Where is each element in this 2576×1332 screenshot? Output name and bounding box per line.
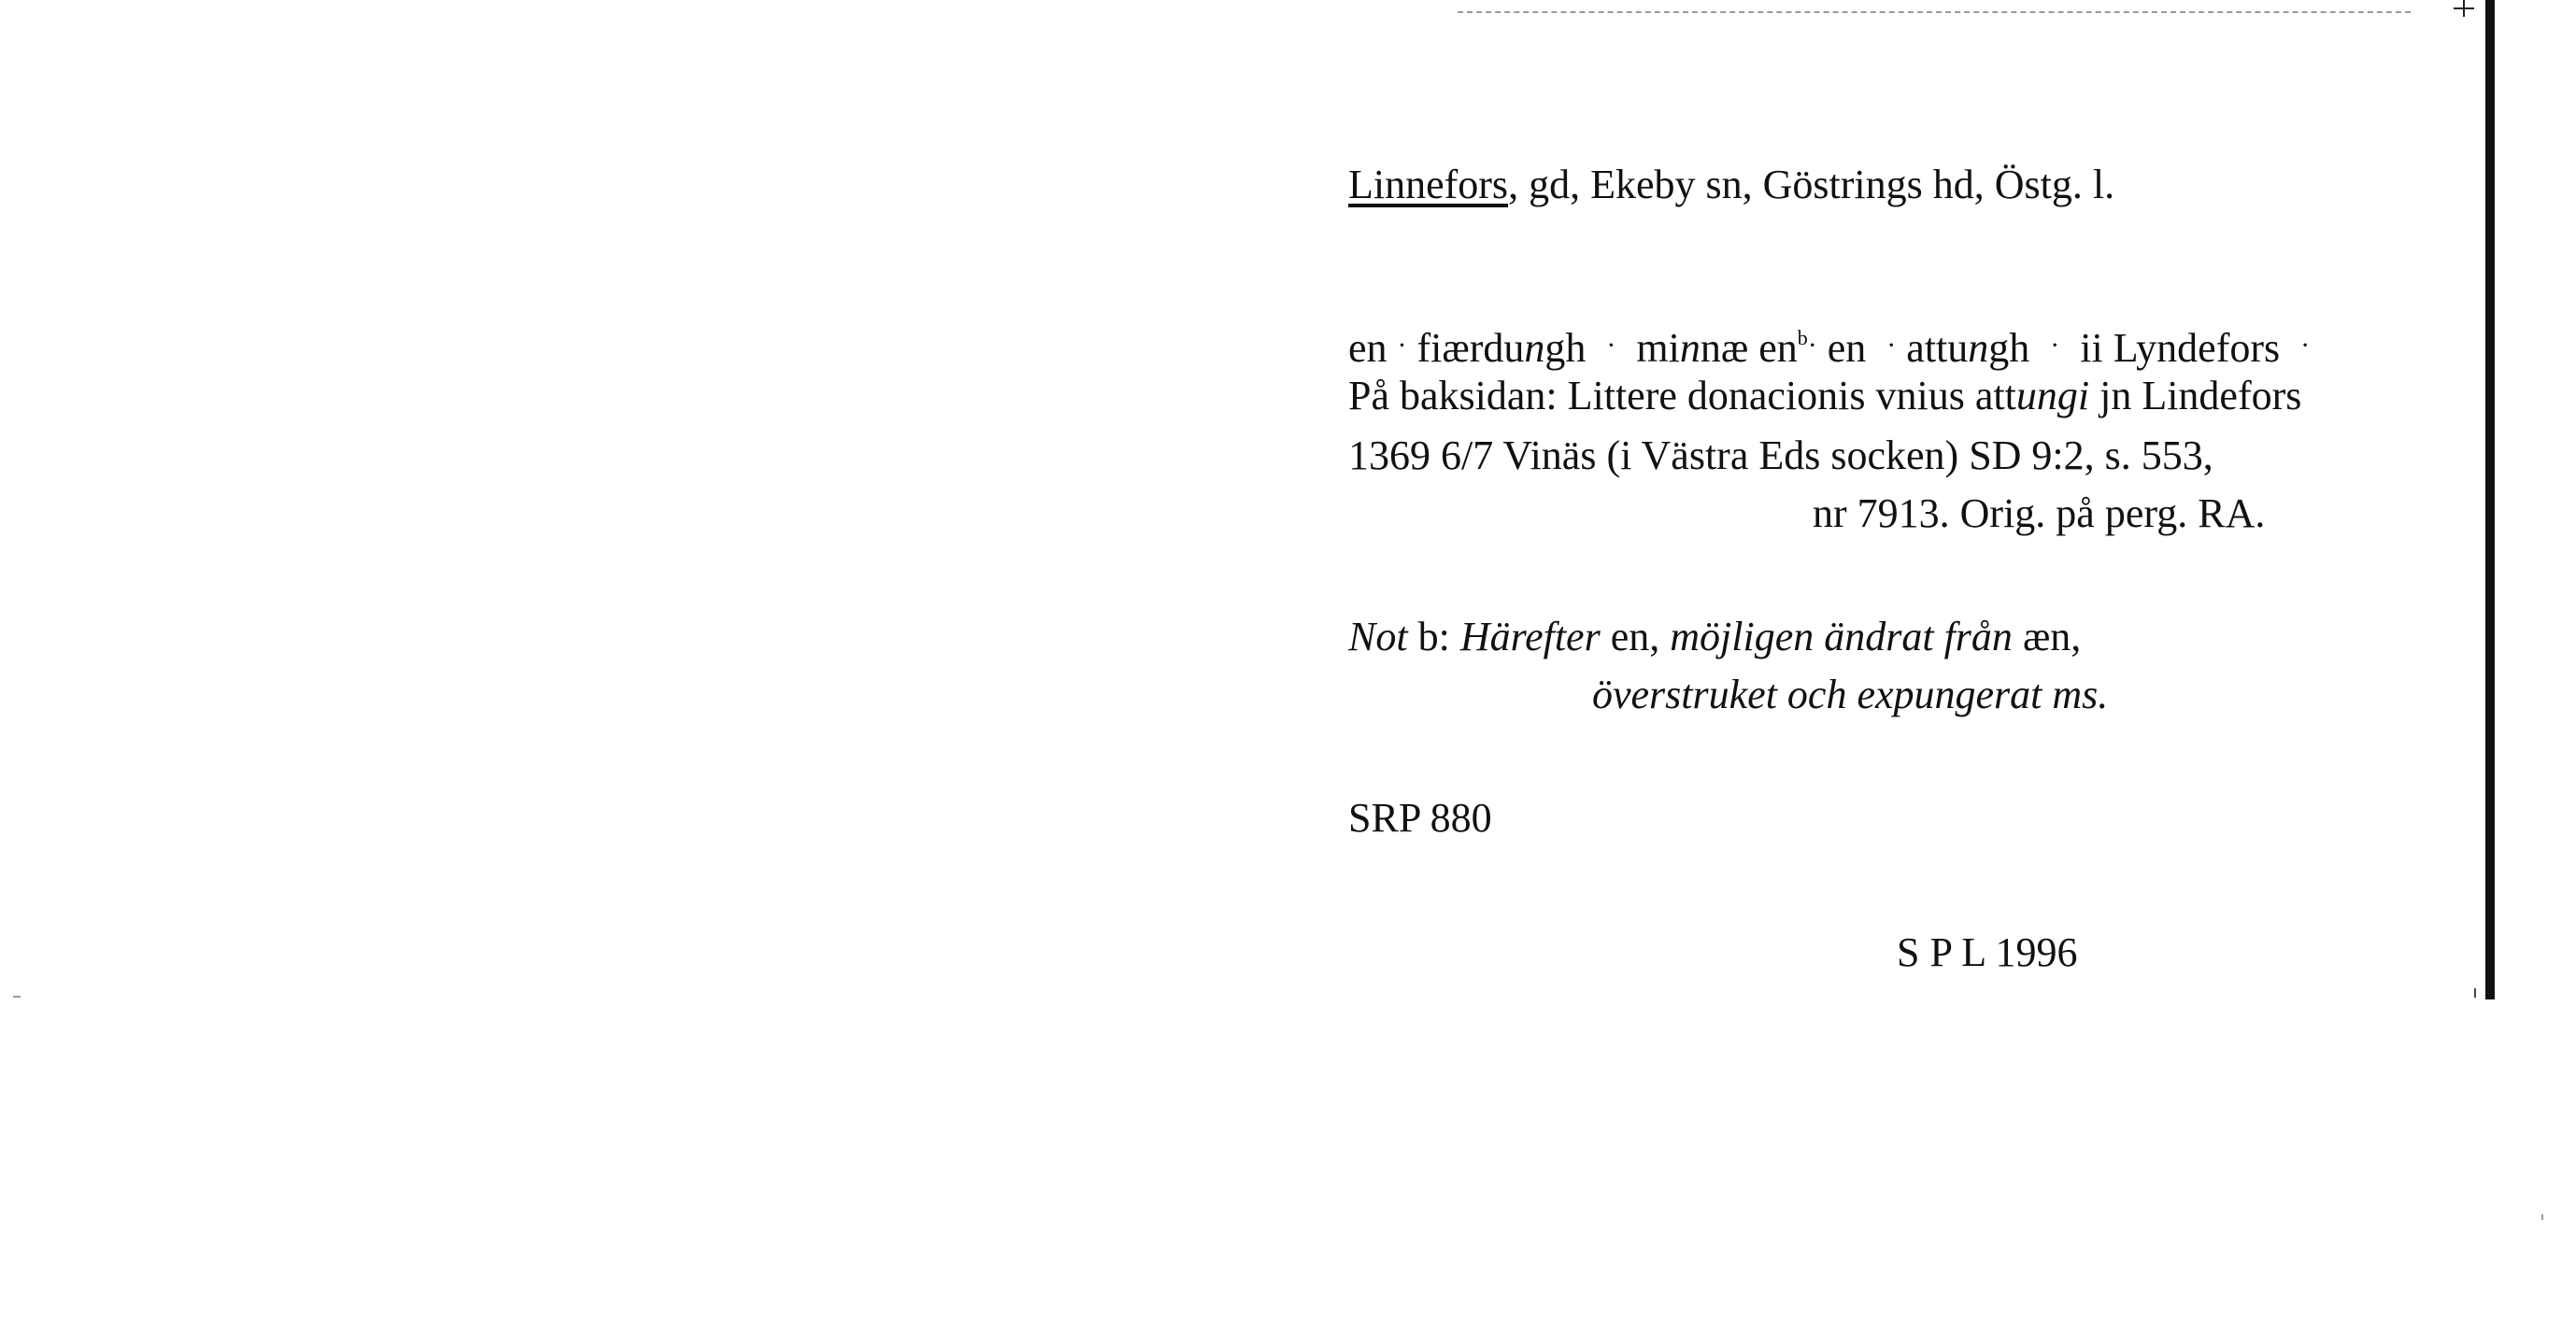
scan-speck [13,996,21,998]
inscription-word: $en^b$ [1758,325,1808,371]
separator-dot: · [2300,330,2311,361]
scan-edge-line [1458,11,2411,13]
separator-dot: · [1886,330,1897,361]
heading-line [1348,161,2114,209]
inscription-word: ii Lyndefors [2080,325,2281,371]
inscription-word: minnæ [1636,325,1749,371]
note-line: Not b: Härefter en, möjligen ändrat från æn, [1348,614,2082,659]
scan-speck [2474,988,2476,998]
separator-dot: · [1606,330,1616,361]
source-line-continued: nr 7913. Orig. på perg. RA. [1813,490,2266,536]
scan-right-edge [2485,0,2495,999]
signature: S P L 1996 [1897,929,2078,975]
source-line: 1369 6/7 Vinäs (i Västra Eds socken) SD 9:2, s. 553, [1348,432,2213,478]
note-marker: b [1797,326,1808,349]
verso-line: På baksidan: Littere donacionis vnius attungi jn Lindefors [1348,373,2302,418]
inscription-word: fiærdungh [1416,325,1587,371]
place-name: Linnefors [1348,162,1509,207]
place-details: , gd, Ekeby sn, Göstrings hd, Östg. l. [1508,162,2115,207]
inscription-line [1348,314,2310,373]
inscription-word: attungh [1906,325,2030,371]
separator-dot: · [1807,330,1817,361]
crop-mark [2454,0,2474,17]
separator-dot: · [1397,330,1407,361]
scan-speck [2541,1214,2543,1220]
inscription-word: en [1348,325,1388,371]
separator-dot: · [2050,330,2060,361]
note-line-continued: överstruket och expungerat ms. [1592,672,2109,717]
inscription-word: en [1827,325,1867,371]
srp-reference: SRP 880 [1348,795,1492,841]
